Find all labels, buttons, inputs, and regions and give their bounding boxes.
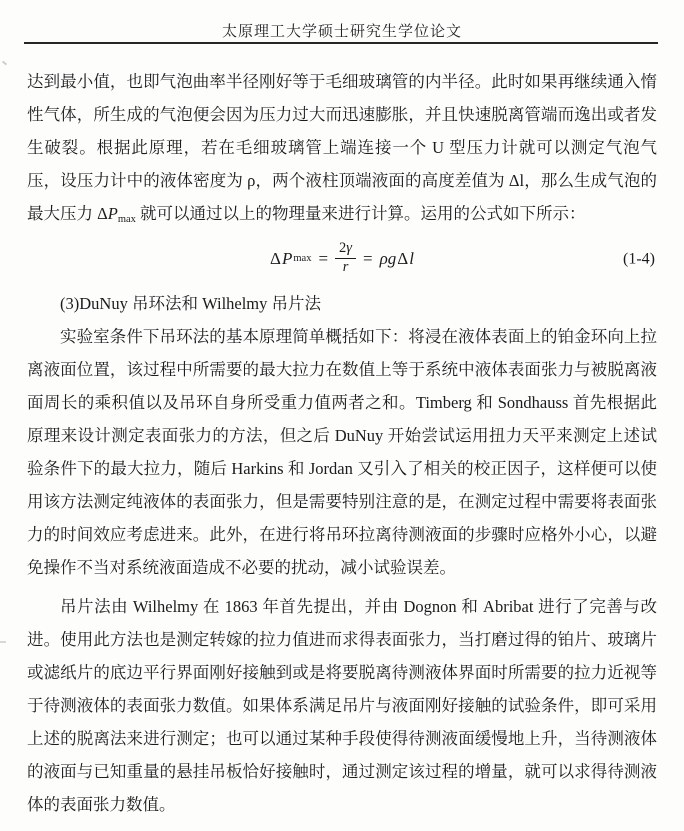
fraction-denominator-r: r — [342, 259, 349, 275]
variable-subscript-max: max — [117, 214, 136, 225]
body-text-block — [27, 65, 657, 821]
gamma-variable: γ — [346, 240, 353, 257]
rho-g-variables: ρg — [379, 249, 397, 268]
scan-artifact — [0, 641, 6, 643]
paragraph-ring-method: 实验室条件下吊环法的基本原理简单概括如下：将浸在液体表面上的铂金环向上拉离液面位置，该过程中所需要的最大拉力在数值上等于系统中液体表面张力与被脱离液面周长的乘积值以及吊环自身所受重力值两者之和。Timberg 和 Sondhauss 首先根据此原理来设计测定表面张力的方法，但之后 DuNuy 开始尝试运用扭力天平来测定上述试验条件下的最大拉力，随后 Harkins 和 Jordan 又引入了相关的校正因子，这样便可以使用该方法测定纯液体的表面张力，但是需要特别注意的是，在测定过程中需要将表面张力的时间效应考虑进来。此外，在进行将吊环拉离待测液面的步骤时应格外小心，以避免操作不当对系统液面造成不必要的扰动，减小试验误差。 — [27, 327, 657, 577]
scan-artifact — [2, 61, 7, 66]
running-header-title: 太原理工大学硕士研究生学位论文 — [221, 24, 462, 40]
fraction-numerator — [335, 241, 356, 259]
equation-1-4: Δ P max = $\frac{2\gamma}{r}$ = ρg Δ l — [270, 240, 414, 275]
paragraph-text: 达到最小值，也即气泡曲率半径刚好等于毛细玻璃管的内半径。此时如果再继续通入惰性气体，所生成的气泡便会因为压力过大而迅速膨胀，并且快速脱离管端而逸出或者发生破裂。根据此原理，若在毛细玻璃管上端连接一个 U 型压力计就可以测定气泡气压，设压力计中的液体密度为 ρ，两个液柱顶端液面的高度差值为 Δl，那么生成气泡的最大压力 Δ — [27, 72, 657, 223]
paragraph-plate-method: 吊片法由 Wilhelmy 在 1863 年首先提出，并由 Dognon 和 Abribat 进行了完善与改进。使用此方法也是测定转嫁的拉力值进而求得表面张力，当打磨过得的铂片、玻璃片或滤纸片的底边平行界面刚好接触到或是将要脱离待测液体界面时所需要的拉力近视等于待测液体的表面张力数值。如果体系满足吊片与液面刚好接触的试验条件，即可采用上述的脱离法来进行测定；也可以通过某种手段使得待测液面缓慢地上升，当待测液体的液面与已知重量的悬挂吊板恰好接触时，通过测定该过程的增量，就可以求得待测液体的表面张力数值。 — [27, 597, 657, 814]
delta-symbol: Δ — [397, 249, 409, 268]
fraction-2gamma-over-r — [335, 241, 356, 276]
coefficient-2: 2 — [339, 240, 347, 257]
paragraph-bubble-pressure — [27, 65, 657, 230]
equation-row — [27, 230, 657, 287]
l-variable: l — [409, 249, 414, 268]
equals-sign: = — [318, 249, 329, 268]
equals-sign: = — [363, 249, 373, 268]
variable-p: P — [107, 204, 118, 223]
equation-number: (1-4) — [623, 250, 655, 267]
header-divider-rule — [24, 42, 658, 44]
pressure-variable: P — [281, 249, 293, 268]
section-heading-dunuy-wilhelmy: (3)DuNuy 吊环法和 Wilhelmy 吊片法 — [60, 294, 322, 313]
delta-symbol: Δ — [270, 249, 281, 268]
paragraph-text: 就可以通过以上的物理量来进行计算。运用的公式如下所示： — [135, 204, 586, 223]
